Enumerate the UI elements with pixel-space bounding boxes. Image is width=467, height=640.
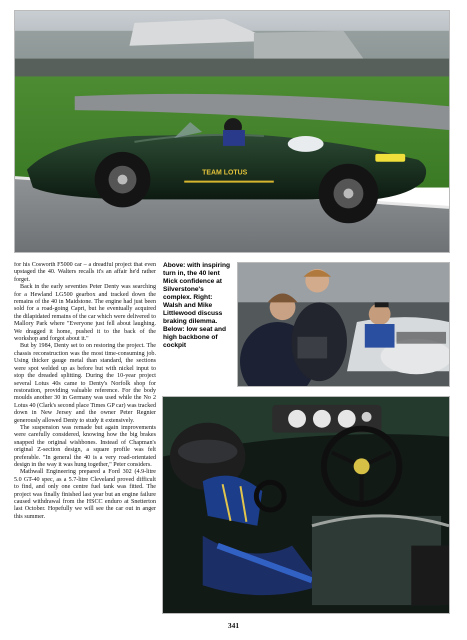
article-paragraph: The suspension was remade but again improvements were carefully considered, knowing how the big brakes snapped the original wishbones. Instead of Chapman's original Z-section design, a square profile was felt preferable. "In general the 40 is a very road-orientated design in the way it was hung together," Peter considers. [14, 424, 156, 468]
lotus-40-track-illustration [15, 11, 449, 252]
article-body-column [14, 262, 156, 606]
article-paragraph: Mathwall Engineering prepared a Ford 302 (4.9-litre 5.0 GT-40 spec, as a 5.7-litre Cleveland proved difficult to find, and only one centre fuel tank was fitted. The project was finally finished last year but an engine failure caused withdrawal from the HSCC enduro at Snetterton last October. Hopefully we will see the car out in anger this summer. [14, 469, 156, 520]
mechanics-discussion-illustration [238, 263, 449, 386]
article-paragraph: Back in the early seventies Peter Denty was searching for a Hewland LG500 gearbox and tracked down the remains of the 40 in Maidstone. The engine had just been sold for a road-going Capri, but he eventually acquired the dilapidated remains of the car which were delivered to Mallory Park where "Everyone just fell about laughing. We dragged it home, pushed it to the back of the workshop and forgot about it." [14, 284, 156, 343]
lotus-40-track-photo [14, 10, 450, 253]
photo-caption: Above: with inspiring turn in, the 40 lent Mick confidence at Silverstone's complex. Right: Walsh and Mike Littlewood discuss braking dilemma. Below: low seat and high backbone of cockpit [163, 262, 231, 349]
cockpit-illustration [163, 397, 449, 613]
team-lotus-livery-text: TEAM LOTUS [202, 169, 248, 177]
mechanics-discussion-photo [237, 262, 450, 387]
article-paragraph: But by 1984, Denty set to on restoring the project. The chassis reconstruction was the most time-consuming job. Using thicker gauge metal than standard, the sections were spot welded up as before but with nickel input to stop the dreaded splitting. During the 10-year project several Lotus 40s came to Denty's Norfolk shop for restoration, providing valuable reference. For the body moulds another 30 in Germany was used while the No 2 Lotus 40 (Clark's second place Times GP car) was tracked down in New Jersey and the owner Peter Regnier generously allowed Denty to study it extensively. [14, 343, 156, 424]
cockpit-photo [162, 396, 450, 614]
page-number: 341 [227, 621, 240, 630]
article-paragraph: for his Cosworth F5000 car – a dreadful project that even upstaged the 40. Walters recalls it's an affair he'd rather forget. [14, 262, 156, 283]
